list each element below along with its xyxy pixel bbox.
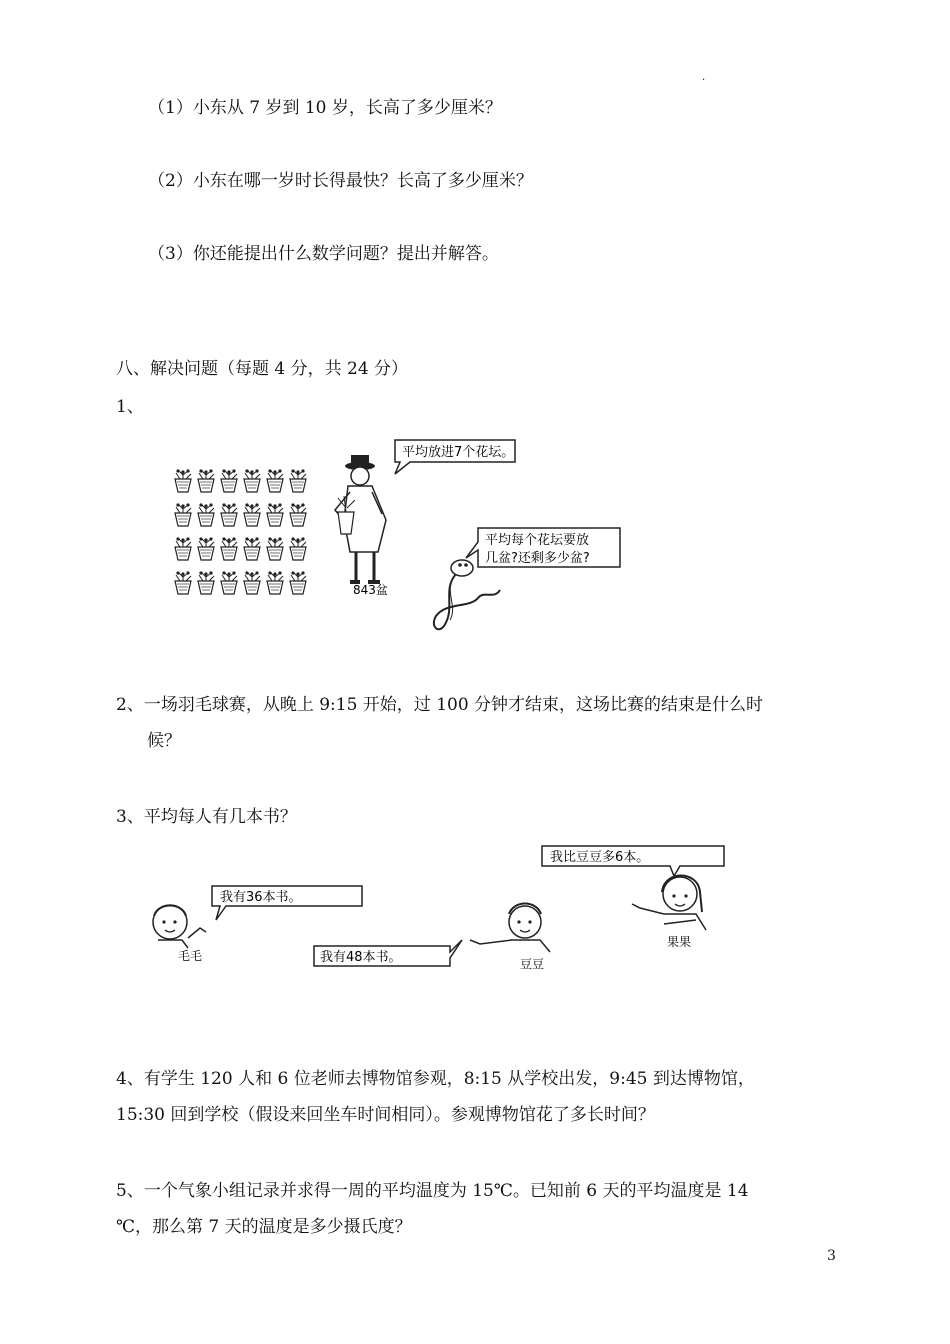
flower-pot-icon [175,571,191,594]
guoguo-figure [632,876,706,931]
flower-pot-icon [244,571,260,594]
maomao-name: 毛毛 [178,949,203,963]
flower-pot-icon [221,469,237,492]
q2-line-1: 2、一场羽毛球赛，从晚上 9:15 开始，过 100 分钟才结束，这场比赛的结束是什么时 [116,695,764,715]
snake-speech-line-1: 平均每个花坛要放 [485,533,590,548]
q2-line-2: 候？ [147,731,181,751]
q3-illustration [140,840,760,980]
flower-pot-icon [198,537,214,560]
guoguo-speech: 我比豆豆多6本。 [550,850,650,865]
flower-pot-icon [175,537,191,560]
flower-pot-icon [267,469,283,492]
flower-pot-icon [198,571,214,594]
flower-pot-icon [267,537,283,560]
q4-line-2: 15:30 回到学校（假设来回坐车时间相同）。参观博物馆花了多长时间？ [116,1105,655,1125]
maomao-figure [153,905,206,948]
flower-pot-icon [244,469,260,492]
flower-pot-icon [244,503,260,526]
flower-pot-icon [198,503,214,526]
doudou-figure [470,904,550,953]
section-8-heading: 八、解决问题（每题 4 分，共 24 分） [116,359,409,379]
question-part-3: （3）你还能提出什么数学问题？提出并解答。 [148,244,499,264]
q5-line-2: ℃，那么第 7 天的温度是多少摄氏度？ [116,1217,412,1237]
doudou-name: 豆豆 [520,957,545,971]
q4-line-1: 4、有学生 120 人和 6 位老师去博物馆参观，8:15 从学校出发，9:45 到达博物馆， [116,1069,755,1089]
question-part-2: （2）小东在哪一岁时长得最快？长高了多少厘米？ [148,171,533,191]
flower-pot-icon [221,503,237,526]
q1-pot-count-label: 843盆 [353,583,388,597]
guoguo-name: 果果 [667,935,692,949]
page-number: 3 [827,1248,836,1264]
snake-speech-line-2: 几盆?还剩多少盆? [485,551,590,566]
q3-text: 3、平均每人有几本书？ [116,807,297,827]
gardener-figure [335,455,386,582]
q5-line-1: 5、一个气象小组记录并求得一周的平均温度为 15℃。已知前 6 天的平均温度是 14 [116,1181,749,1201]
doudou-speech: 我有48本书。 [320,950,402,965]
flower-pot-icon [198,469,214,492]
flower-pot-icon [290,469,306,492]
flower-pot-icon [290,503,306,526]
flower-pot-icon [290,571,306,594]
flower-pot-icon [221,571,237,594]
q1-illustration [160,430,590,635]
flower-pot-icon [221,537,237,560]
flower-pot-icon [267,571,283,594]
q1-number: 1、 [116,397,144,417]
maomao-speech: 我有36本书。 [220,890,302,905]
snake-figure [434,560,500,629]
flower-pot-icon [290,537,306,560]
flower-pot-icon [244,537,260,560]
gardener-speech: 平均放进7个花坛。 [402,445,515,460]
question-part-1: （1）小东从 7 岁到 10 岁，长高了多少厘米？ [148,98,502,118]
flower-pot-icon [175,503,191,526]
corner-mark: . [702,72,706,83]
flower-pot-icon [267,503,283,526]
flower-pot-icon [175,469,191,492]
